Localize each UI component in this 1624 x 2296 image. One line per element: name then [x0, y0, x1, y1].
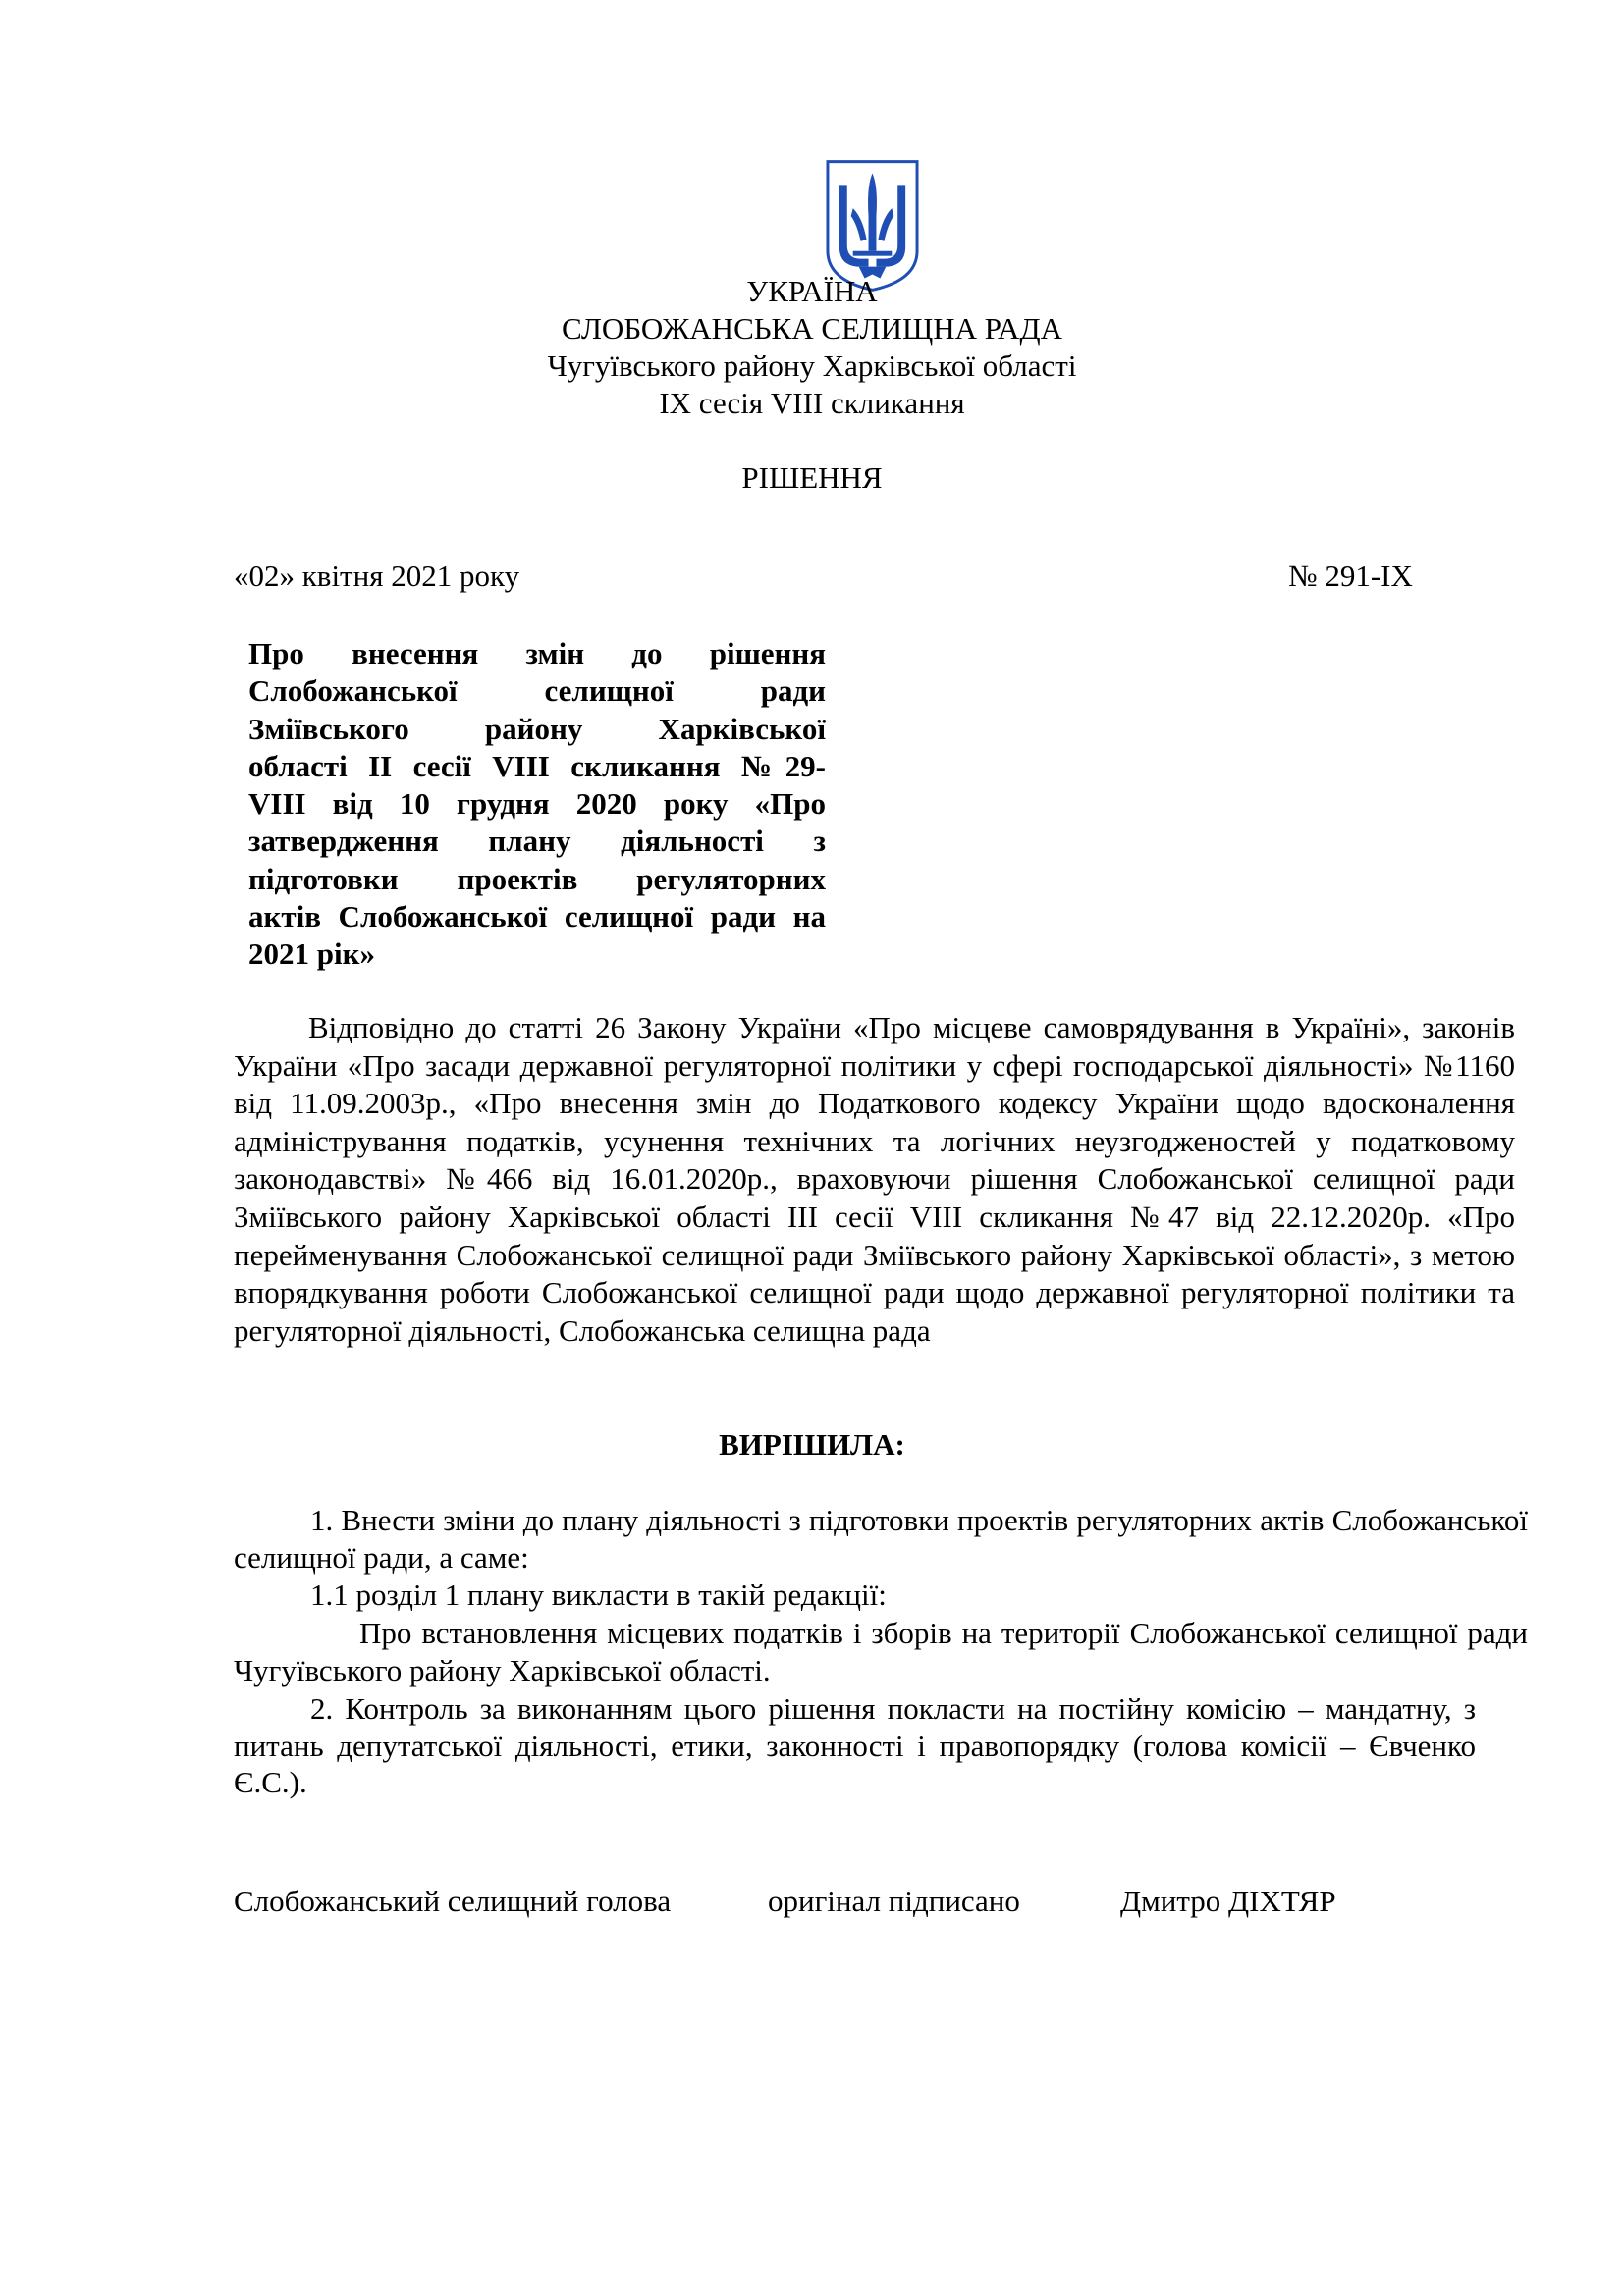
subject-line: Про внесення змін до рішення — [248, 636, 826, 670]
session-name: IX сесія VIII скликання — [659, 386, 965, 420]
signature-name: Дмитро ДІХТЯР — [1120, 1884, 1336, 1918]
signature-position: Слобожанський селищний голова — [234, 1884, 672, 1918]
preamble-paragraph: Відповідно до статті 26 Закону України «Про місцеве самоврядування в Україні», законів України «Про засади державної регуляторної політики у сфері господарської діяльності» №1160 від 11.09.2003р., «Про внесення змін до Податкового кодексу України щодо вдосконалення адміністрування податків, усунення технічних та логічних неузгодженостей у податковому законодавстві» №466 від 16.01.2020р., враховуючи рішення Слобожанської селищної ради Зміївського району Харківської області III сесії VIII скликання №47 від 22.12.2020р. «Про перейменування Слобожанської селищної ради Зміївського району Харківської області», з метою впорядкування роботи Слобожанської селищної ради щодо державної регуляторної політики та регуляторної діяльності, Слобожанська селищна рада — [234, 1010, 1515, 1348]
signature-note: оригінал підписано — [768, 1884, 1020, 1918]
subject-line: затвердження плану діяльності з — [248, 824, 826, 859]
decision-number: № 291-IX — [1288, 559, 1413, 593]
decision-item-1-1-text: Про встановлення місцевих податків і зборів на території Слобожанської селищної ради Чугуївського району Харківської області. — [234, 1616, 1528, 1687]
subject-line: 2021 рік» — [248, 936, 375, 972]
decision-item-1-1: 1.1 розділ 1 плану викласти в такій редакції: — [310, 1577, 887, 1612]
subject-line: VIII від 10 грудня 2020 року «Про — [248, 786, 826, 822]
decision-item-2: 2. Контроль за виконанням цього рішення покласти на постійну комісію – мандатну, з питань депутатської діяльності, етики, законності і правопорядку (голова комісії – Євченко Є.С.). — [234, 1691, 1476, 1799]
document-type: РІШЕННЯ — [741, 460, 883, 495]
decision-item-1: 1. Внести зміни до плану діяльності з підготовки проектів регуляторних актів Слобожанської селищної ради, а саме: — [234, 1503, 1528, 1575]
subject-line: актів Слобожанської селищної ради на — [248, 899, 826, 934]
decision-date: «02» квітня 2021 року — [234, 559, 520, 593]
subject-line: Зміївського району Харківської — [248, 711, 826, 746]
decision-subject — [248, 635, 826, 974]
decided-heading: ВИРІШИЛА: — [719, 1427, 905, 1462]
council-name: СЛОБОЖАНСЬКА СЕЛИЩНА РАДА — [562, 311, 1062, 346]
district-name: Чугуївського району Харківської області — [547, 348, 1077, 383]
subject-line: області II сесії VIII скликання №29- — [248, 748, 826, 783]
country-name: УКРАЇНА — [746, 274, 878, 308]
subject-line: Слобожанської селищної ради — [248, 673, 826, 709]
subject-line: підготовки проектів регуляторних — [248, 861, 826, 896]
